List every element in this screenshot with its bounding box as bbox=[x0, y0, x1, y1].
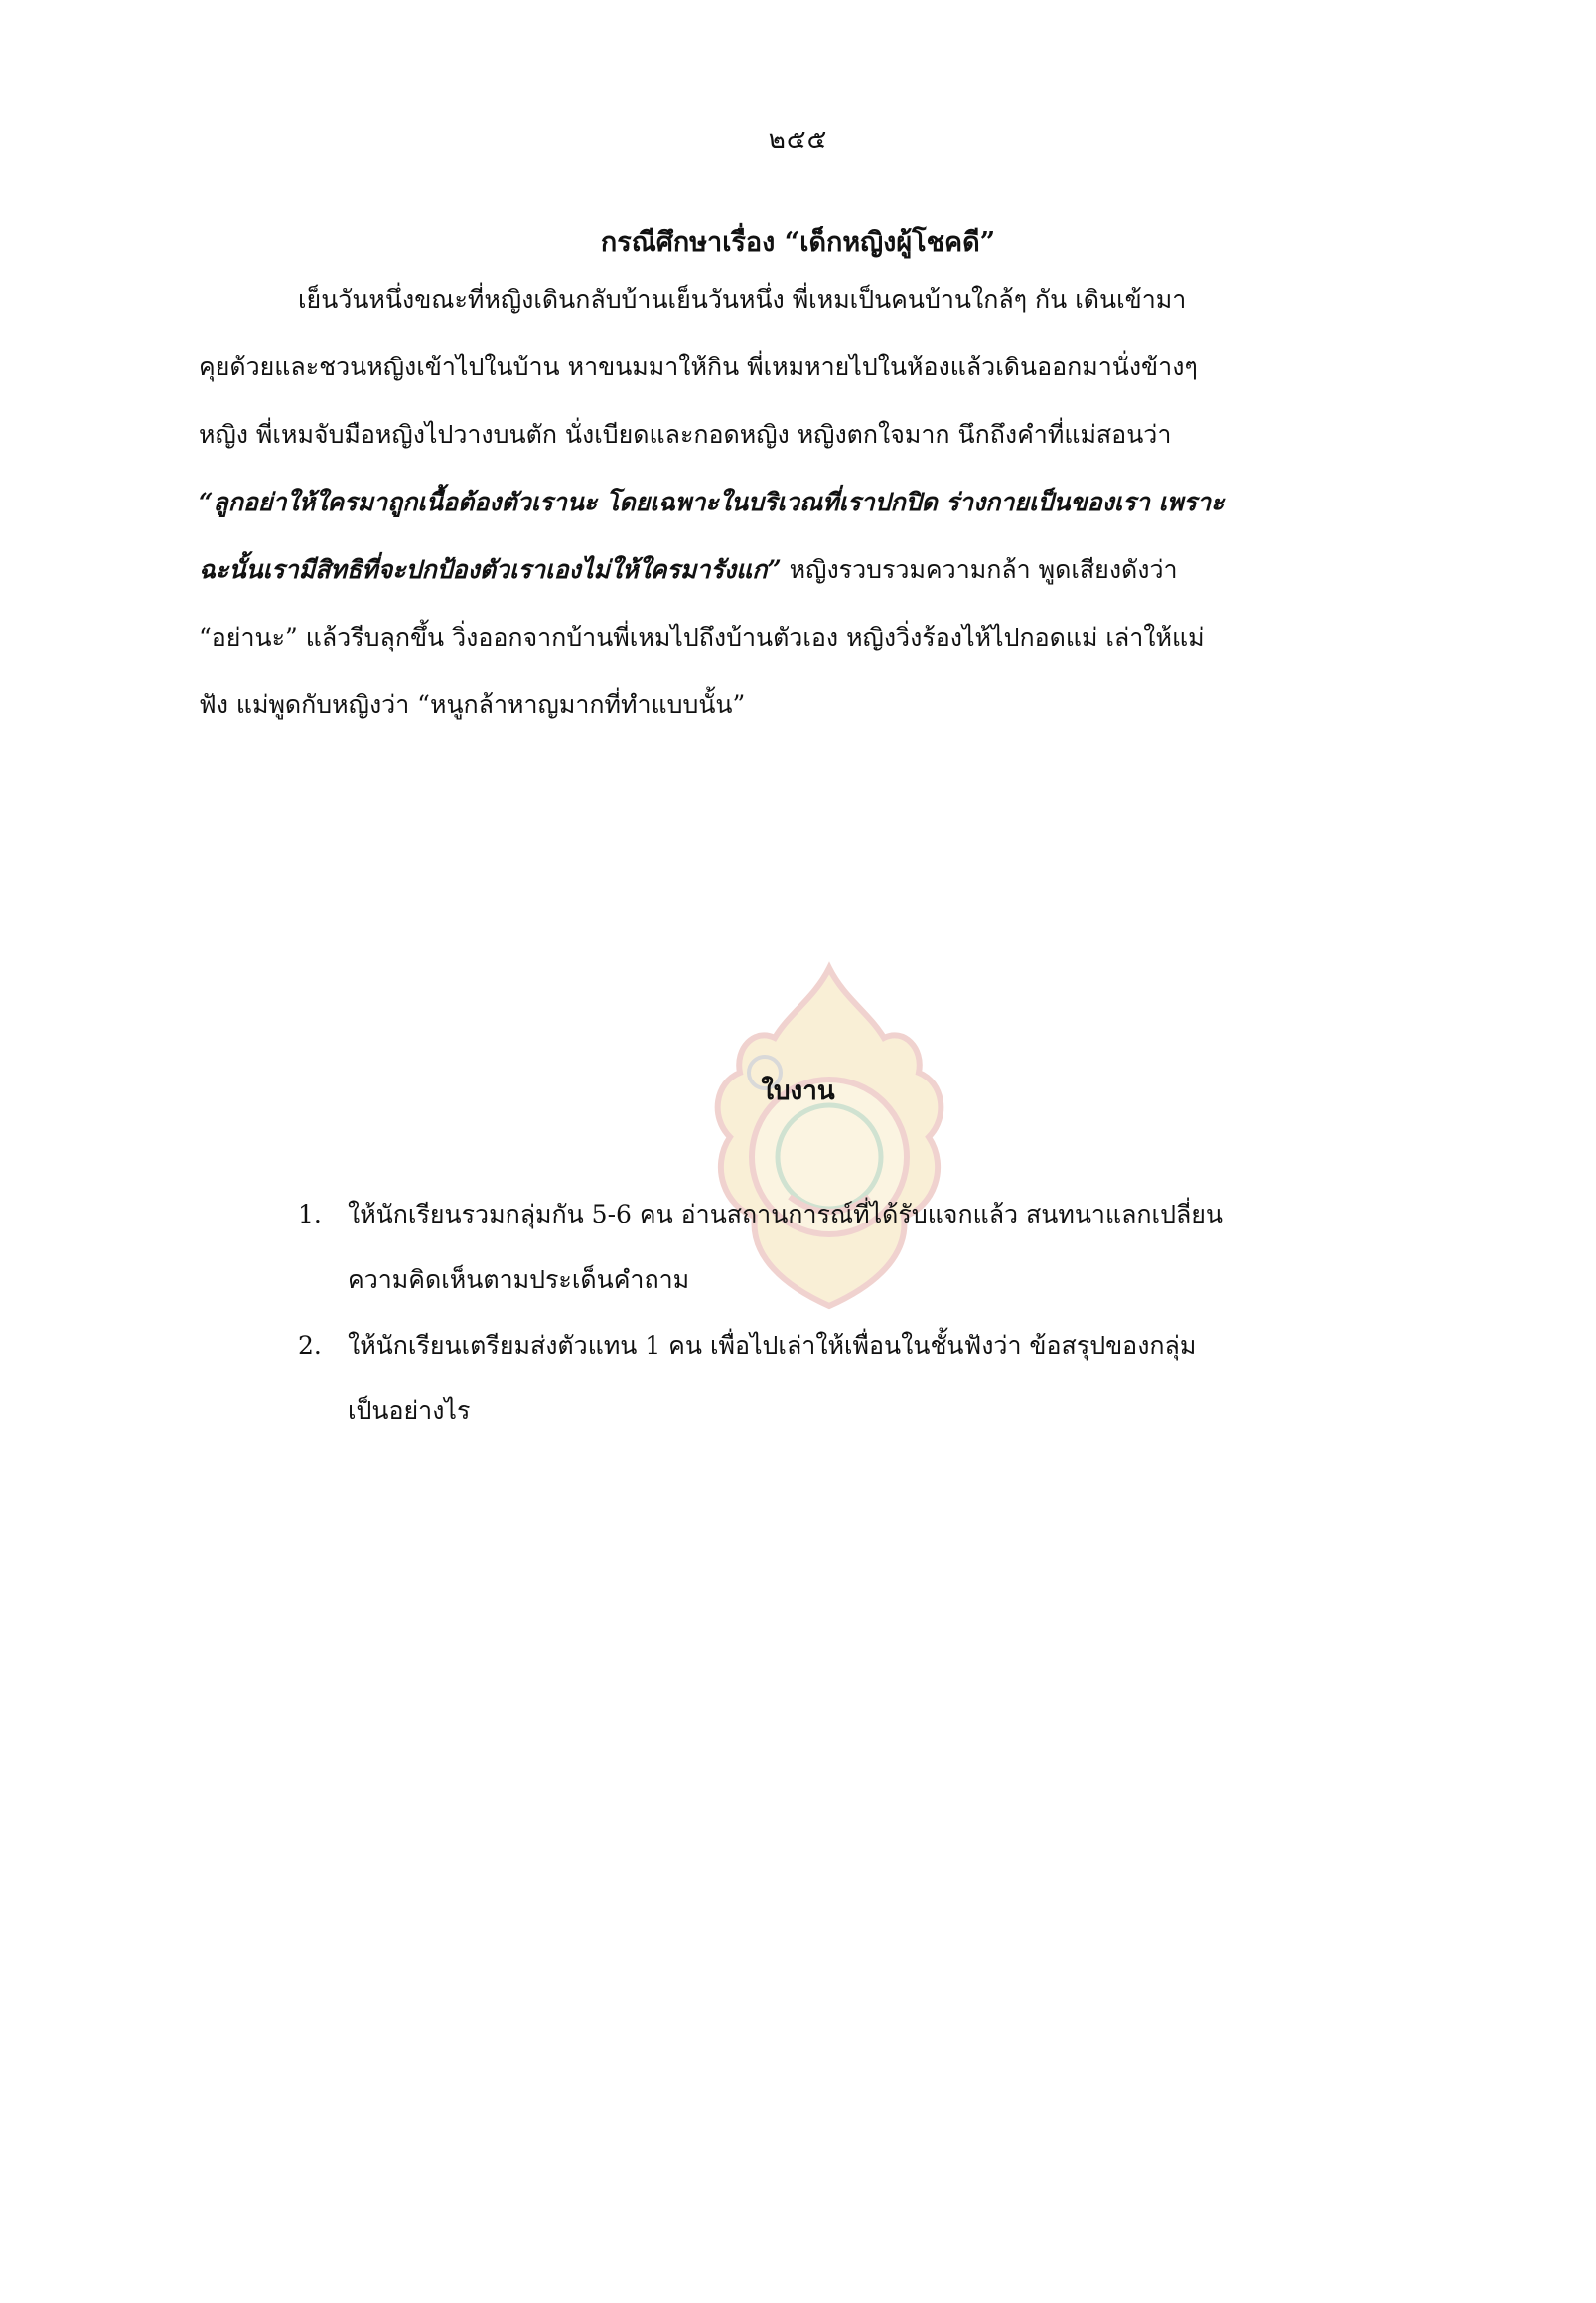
item-text: เป็นอย่างไร bbox=[348, 1396, 471, 1425]
page-number: ๒๕๕ bbox=[768, 125, 828, 155]
worksheet-item bbox=[298, 1313, 1371, 1444]
story-line: เย็นวันหนึ่งขณะที่หญิงเดินกลับบ้านเย็นวันหนึ่ง พี่เหมเป็นคนบ้านใกล้ๆ กัน เดินเข้ามา bbox=[298, 285, 1187, 314]
story-paragraph bbox=[199, 266, 1351, 739]
item-text: ให้นักเรียนรวมกลุ่มกัน 5-6 คน อ่านสถานการณ์ที่ได้รับแจกแล้ว สนทนาแลกเปลี่ยน bbox=[348, 1200, 1224, 1228]
story-line bbox=[199, 536, 1351, 604]
worksheet-item bbox=[298, 1182, 1371, 1313]
item-number: 2. bbox=[298, 1331, 322, 1360]
story-emphasis: ฉะนั้นเรามีสิทธิที่จะปกป้องตัวเราเองไม่ให้ใครมารังแก” bbox=[199, 555, 782, 584]
story-line-emphasis: “ลูกอย่าให้ใครมาถูกเนื้อต้องตัวเรานะ โดยเฉพาะในบริเวณที่เราปกปิด ร่างกายเป็นของเรา เพราะ bbox=[199, 488, 1225, 516]
item-text: ให้นักเรียนเตรียมส่งตัวแทน 1 คน เพื่อไปเล่าให้เพื่อนในชั้นฟังว่า ข้อสรุปของกลุ่ม bbox=[348, 1331, 1197, 1360]
story-line: หญิง พี่เหมจับมือหญิงไปวางบนตัก นั่งเบียดและกอดหญิง หญิงตกใจมาก นึกถึงคำที่แม่สอนว่า bbox=[199, 420, 1172, 449]
story-line: คุยด้วยและชวนหญิงเข้าไปในบ้าน หาขนมมาให้กิน พี่เหมหายไปในห้องแล้วเดินออกมานั่งข้างๆ bbox=[199, 353, 1198, 381]
story-line: “อย่านะ” แล้วรีบลุกขึ้น วิ่งออกจากบ้านพี่เหมไปถึงบ้านตัวเอง หญิงวิ่งร้องไห้ไปกอดแม่ เล่าให้แม่ bbox=[199, 623, 1205, 651]
worksheet-title: ใบงาน bbox=[761, 1077, 835, 1106]
story-text: หญิงรวบรวมความกล้า พูดเสียงดังว่า bbox=[781, 555, 1178, 584]
item-number: 1. bbox=[298, 1200, 322, 1228]
case-study-title: กรณีศึกษาเรื่อง “เด็กหญิงผู้โชคดี” bbox=[600, 227, 996, 258]
item-text: ความคิดเห็นตามประเด็นคำถาม bbox=[348, 1265, 690, 1294]
story-line: ฟัง แม่พูดกับหญิงว่า “หนูกล้าหาญมากที่ทำแบบนั้น” bbox=[199, 690, 746, 719]
